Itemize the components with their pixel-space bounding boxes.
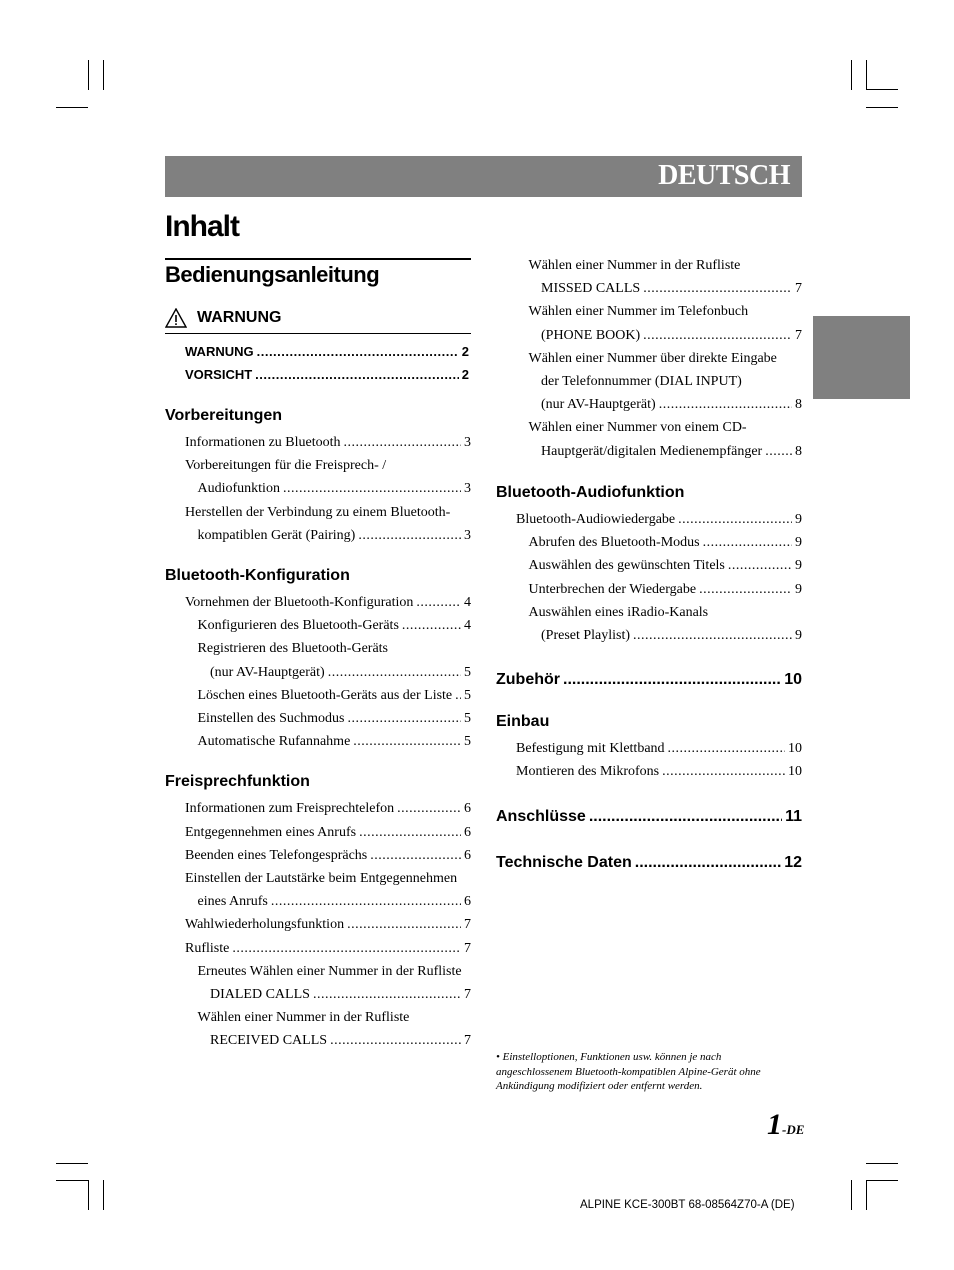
page-title: Inhalt	[165, 210, 239, 243]
toc-entry	[496, 440, 802, 463]
toc-leader	[765, 440, 792, 463]
toc-entry-page: 5	[464, 664, 471, 680]
toc-entry	[496, 370, 802, 393]
toc-entry-page: 5	[464, 734, 471, 750]
toc-entry	[165, 960, 471, 983]
toc-entry-text: Entgegennehmen eines Anrufs	[185, 824, 357, 840]
toc-entry	[496, 578, 802, 601]
toc-leader	[643, 277, 792, 300]
toc-entry	[165, 431, 471, 454]
toc-entry	[496, 760, 802, 783]
toc-entry-text: WARNUNG	[185, 344, 254, 359]
toc-leader	[635, 852, 781, 874]
crop-mark	[103, 60, 104, 90]
toc-leader	[728, 554, 792, 577]
toc-entry-text: Wählen einer Nummer in der Rufliste	[197, 1010, 410, 1026]
toc-entry-text: Registrieren des Bluetooth-Geräts	[197, 641, 389, 657]
toc-chapter-page: 10	[784, 671, 802, 689]
toc-entry	[165, 890, 471, 913]
toc-entry	[165, 591, 471, 614]
warning-toc	[185, 340, 469, 386]
toc-entry	[496, 624, 802, 647]
side-tab	[813, 316, 910, 399]
toc-entry-page: 8	[795, 397, 802, 413]
toc-entry-text: DIALED CALLS	[210, 987, 310, 1003]
crop-mark	[56, 107, 88, 108]
crop-mark	[866, 1163, 898, 1164]
toc-entry-text: VORSICHT	[185, 367, 253, 383]
toc-entry-page: 6	[464, 824, 471, 840]
toc-leader	[358, 524, 461, 547]
toc-entry	[165, 797, 471, 820]
toc-entry	[165, 637, 471, 660]
toc-section-heading: Einbau	[496, 713, 550, 731]
crop-mark	[56, 1163, 88, 1164]
toc-leader	[678, 508, 792, 531]
toc-entry	[185, 363, 469, 386]
toc-entry-text: Abrufen des Bluetooth-Modus	[528, 535, 700, 551]
toc-entry-page: 10	[788, 764, 802, 780]
toc-leader	[402, 614, 461, 637]
toc-leader	[328, 661, 461, 684]
toc-leader	[703, 531, 792, 554]
toc-entry-text: Wahlwiederholungsfunktion	[185, 917, 345, 933]
toc-leader	[347, 913, 461, 936]
toc-entry	[496, 393, 802, 416]
toc-entry	[165, 707, 471, 730]
toc-leader	[353, 730, 461, 753]
toc-entry-text: MISSED CALLS	[541, 281, 641, 297]
toc-entry-page: 2	[461, 344, 469, 359]
toc-chapter	[496, 852, 802, 874]
toc-entry-page: 9	[795, 512, 802, 527]
crop-mark	[866, 1180, 898, 1181]
toc-leader	[232, 937, 461, 960]
toc-entry	[165, 684, 471, 707]
crop-mark	[866, 60, 867, 90]
toc-entry-text: Unterbrechen der Wiedergabe	[528, 581, 697, 597]
toc-leader	[330, 1029, 461, 1052]
toc-entry	[165, 937, 471, 960]
toc-entry-page: 9	[795, 628, 802, 644]
warning-rule	[165, 333, 471, 334]
toc-entry-page: 3	[464, 527, 471, 543]
toc-entry	[165, 524, 471, 547]
toc-entry	[165, 730, 471, 753]
toc-entry	[165, 501, 471, 524]
footnote: • Einstelloptionen, Funktionen usw. können je nach angeschlossenem Bluetooth-kompatiblen Alpine-Gerät ohne Ankündigung modifiziert oder entfernt werden.	[496, 1051, 761, 1092]
toc-entry-page: 9	[795, 558, 802, 574]
toc-entry-text: Wählen einer Nummer im Telefonbuch	[528, 304, 749, 320]
subtitle: Bedienungsanleitung	[165, 262, 380, 287]
right-toc-column	[496, 484, 802, 874]
toc-entry-text: Befestigung mit Klettband	[516, 741, 665, 757]
toc-entry	[165, 1029, 471, 1052]
toc-chapter	[496, 669, 802, 691]
toc-entry-page: 6	[464, 801, 471, 817]
toc-entry	[496, 277, 802, 300]
toc-entry-text: Informationen zu Bluetooth	[185, 435, 341, 450]
toc-leader	[257, 340, 459, 363]
toc-leader	[455, 684, 461, 707]
toc-leader	[255, 363, 459, 386]
toc-entry-text: (PHONE BOOK)	[541, 327, 641, 343]
crop-mark	[103, 1180, 104, 1210]
toc-leader	[563, 669, 781, 691]
crop-mark	[866, 1180, 867, 1210]
toc-entry-text: (nur AV-Hauptgerät)	[210, 664, 325, 680]
toc-entry-page: 7	[464, 987, 471, 1003]
toc-leader	[344, 431, 461, 454]
warning-heading-label: WARNUNG	[197, 309, 282, 326]
toc-leader	[662, 760, 785, 783]
toc-entry-page: 3	[464, 481, 471, 497]
toc-entry-text: Audiofunktion	[197, 481, 280, 497]
page-number-value: 1	[767, 1108, 782, 1141]
toc-leader	[313, 983, 461, 1006]
toc-entry-text: Einstellen des Suchmodus	[197, 711, 345, 727]
toc-entry-text: kompatiblen Gerät (Pairing)	[197, 527, 356, 543]
toc-entry-text: Wählen einer Nummer von einem CD-	[528, 420, 747, 436]
toc-entry	[496, 737, 802, 760]
toc-entry-page: 7	[795, 327, 802, 343]
toc-entry-text: Löschen eines Bluetooth-Geräts aus der Liste	[197, 687, 453, 703]
toc-entry	[165, 454, 471, 477]
toc-entry-text: eines Anrufs	[197, 894, 268, 910]
toc-leader	[699, 578, 792, 601]
toc-entry-text: Rufliste	[185, 940, 230, 956]
toc-entry-text: Wählen einer Nummer in der Rufliste	[528, 258, 741, 273]
toc-entry-page: 2	[461, 367, 469, 383]
toc-leader	[271, 890, 461, 913]
toc-entry	[185, 340, 469, 363]
toc-entry-text: Montieren des Mikrofons	[516, 764, 660, 780]
warning-heading	[165, 308, 281, 328]
language-banner	[165, 156, 802, 197]
toc-entry	[496, 508, 802, 531]
toc-entry	[496, 324, 802, 347]
toc-entry-text: Bluetooth-Audiowiedergabe	[516, 512, 676, 527]
toc-entry	[165, 661, 471, 684]
toc-entry-text: Beenden eines Telefongesprächs	[185, 847, 368, 863]
page-number-suffix: -DE	[782, 1122, 805, 1137]
toc-leader	[589, 806, 782, 828]
toc-entry-text: der Telefonnummer (DIAL INPUT)	[541, 374, 742, 390]
toc-entry-page: 7	[464, 940, 471, 956]
toc-entry	[165, 1006, 471, 1029]
toc-chapter-page: 12	[784, 853, 802, 871]
toc-entry-text: Einstellen der Lautstärke beim Entgegennehmen	[185, 871, 458, 887]
toc-entry-text: Vorbereitungen für die Freisprech- /	[185, 458, 387, 474]
toc-section-heading: Bluetooth-Konfiguration	[165, 567, 350, 585]
toc-entry	[165, 614, 471, 637]
toc-entry-text: Vornehmen der Bluetooth-Konfiguration	[185, 595, 414, 611]
page-number	[767, 1108, 804, 1142]
toc-entry-page: 5	[464, 711, 471, 727]
toc-entry-text: Erneutes Wählen einer Nummer in der Rufliste	[197, 963, 462, 979]
crop-mark	[88, 60, 89, 90]
toc-entry	[496, 554, 802, 577]
toc-entry-page: 8	[795, 443, 802, 459]
toc-entry-text: RECEIVED CALLS	[210, 1033, 328, 1049]
model-line: ALPINE KCE-300BT 68-08564Z70-A (DE)	[580, 1199, 795, 1211]
toc-leader	[633, 624, 792, 647]
toc-entry-text: Informationen zum Freisprechtelefon	[185, 801, 395, 817]
toc-leader	[397, 797, 461, 820]
toc-leader	[283, 477, 461, 500]
toc-entry-page: 5	[464, 687, 471, 703]
toc-entry	[165, 477, 471, 500]
toc-chapter-page: 11	[785, 807, 802, 825]
language-label: DEUTSCH	[658, 160, 790, 191]
toc-chapter-text: Zubehör	[496, 671, 560, 689]
toc-entry-text: Hauptgerät/digitalen Medienempfänger	[541, 443, 763, 459]
toc-entry	[165, 821, 471, 844]
crop-mark	[866, 107, 898, 108]
toc-entry-page: 4	[464, 595, 471, 611]
crop-mark	[851, 1180, 852, 1210]
toc-leader	[359, 821, 461, 844]
toc-entry-page: 7	[464, 1033, 471, 1049]
toc-entry	[165, 983, 471, 1006]
toc-section-heading: Vorbereitungen	[165, 407, 283, 424]
toc-entry-text: Wählen einer Nummer über direkte Eingabe	[528, 350, 777, 366]
toc-leader	[370, 844, 461, 867]
toc-entry	[496, 531, 802, 554]
toc-entry-text: Herstellen der Verbindung zu einem Bluetooth-	[185, 504, 451, 520]
left-toc-column	[165, 407, 471, 1053]
toc-entry-page: 10	[788, 741, 802, 757]
toc-entry	[496, 416, 802, 439]
toc-entry-page: 3	[464, 435, 471, 450]
toc-entry-page: 9	[795, 581, 802, 597]
crop-mark	[866, 89, 898, 90]
toc-entry-text: Automatische Rufannahme	[197, 734, 351, 750]
toc-entry-text: Konfigurieren des Bluetooth-Geräts	[197, 618, 399, 634]
toc-entry	[165, 844, 471, 867]
toc-entry-text: Auswählen des gewünschten Titels	[528, 558, 725, 574]
toc-entry-text: Auswählen eines iRadio-Kanals	[528, 604, 709, 620]
toc-entry-page: 7	[464, 917, 471, 933]
toc-leader	[416, 591, 461, 614]
toc-entry-text: (Preset Playlist)	[541, 628, 631, 644]
toc-entry-page: 9	[795, 535, 802, 551]
toc-entry	[496, 347, 802, 370]
toc-entry	[496, 601, 802, 624]
title-rule	[165, 258, 471, 260]
toc-entry-page: 7	[795, 281, 802, 297]
toc-entry	[165, 913, 471, 936]
toc-leader	[668, 737, 785, 760]
right-toc-continued	[496, 254, 802, 463]
toc-leader	[643, 324, 792, 347]
toc-section-heading: Bluetooth-Audiofunktion	[496, 484, 685, 501]
toc-leader	[659, 393, 792, 416]
toc-entry	[496, 300, 802, 323]
crop-mark	[88, 1180, 89, 1210]
toc-entry	[165, 867, 471, 890]
toc-chapter-text: Technische Daten	[496, 853, 632, 871]
toc-chapter-text: Anschlüsse	[496, 807, 586, 825]
toc-entry	[496, 254, 802, 277]
warning-triangle-icon	[165, 308, 187, 328]
toc-entry-page: 4	[464, 618, 471, 634]
toc-section-heading: Freisprechfunktion	[165, 773, 310, 791]
toc-entry-text: (nur AV-Hauptgerät)	[541, 397, 656, 413]
toc-entry-page: 6	[464, 894, 471, 910]
crop-mark	[56, 1180, 88, 1181]
crop-mark	[851, 60, 852, 90]
toc-leader	[348, 707, 462, 730]
toc-entry-page: 6	[464, 847, 471, 863]
toc-chapter	[496, 806, 802, 828]
